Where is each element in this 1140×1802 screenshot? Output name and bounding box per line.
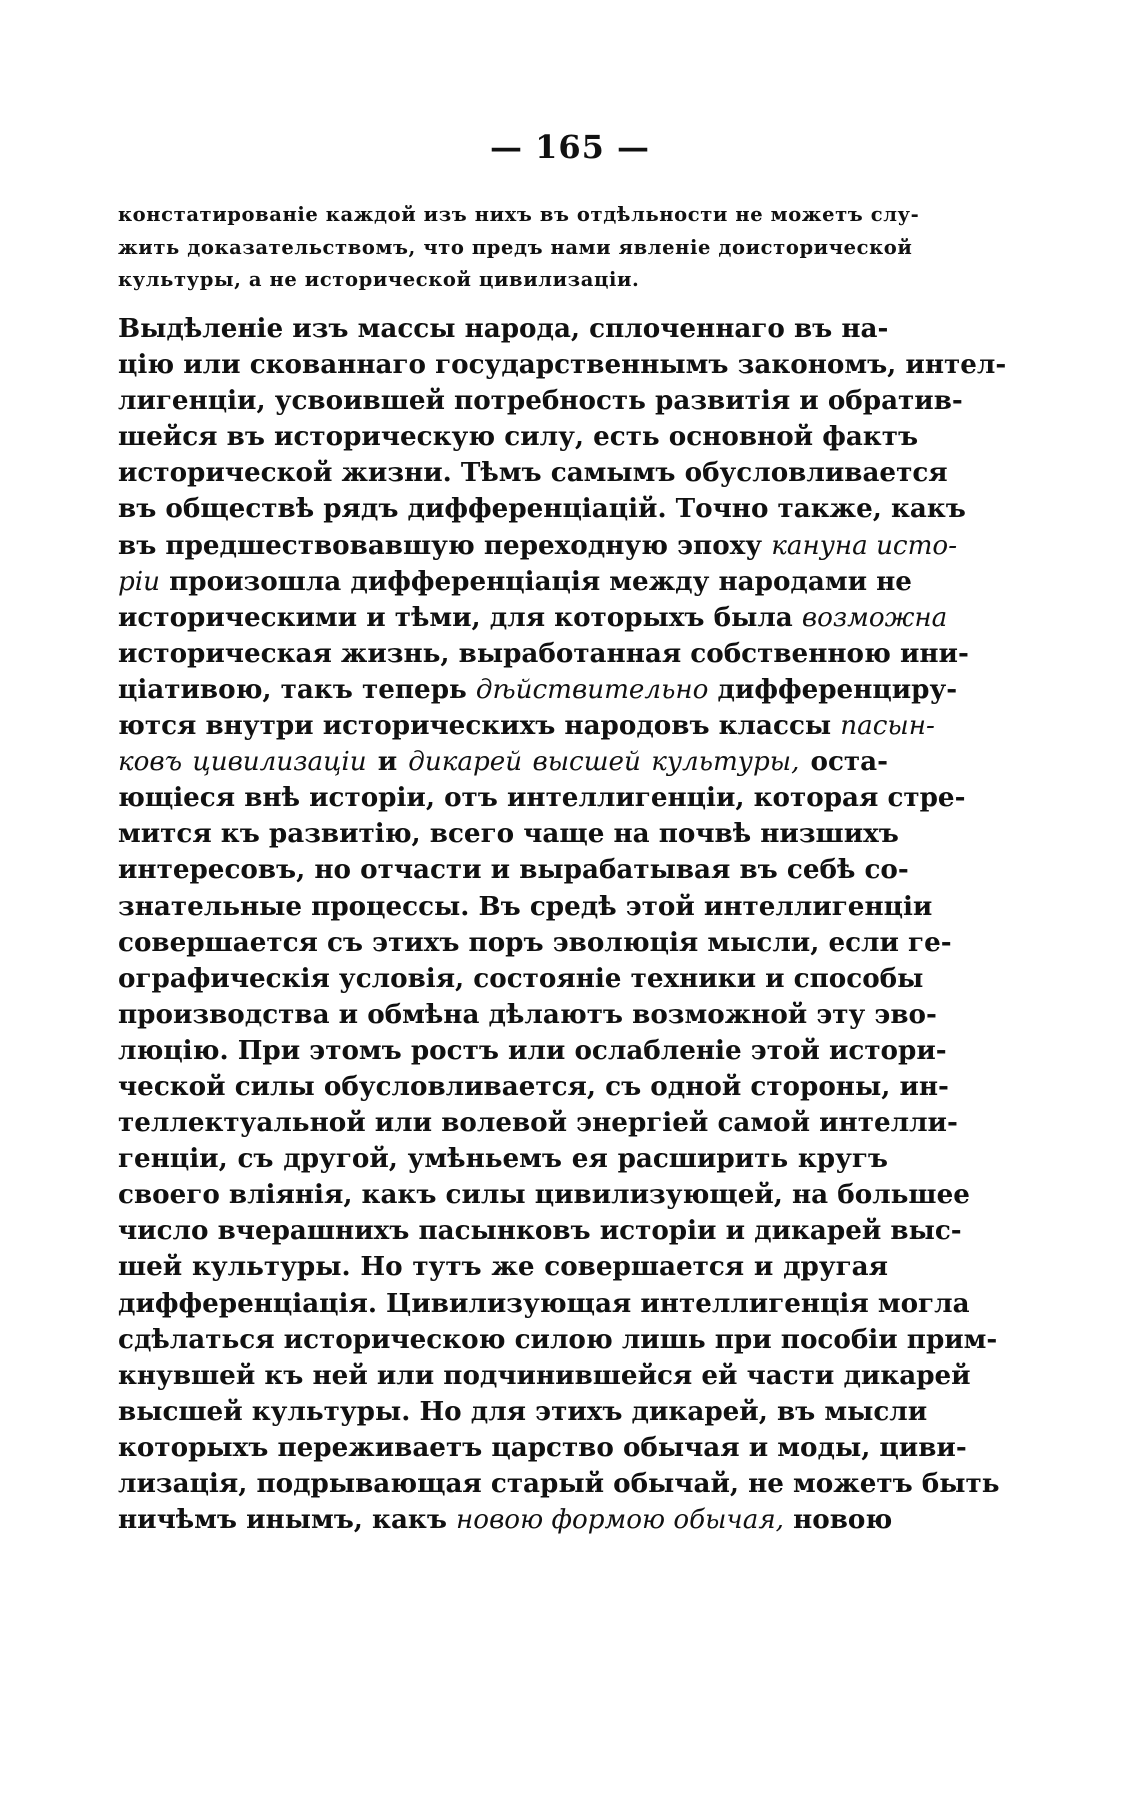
text-span: и [366,746,409,778]
text-line [118,708,935,744]
text-span: новою [783,1504,893,1536]
text-line [118,852,909,888]
text-line [118,600,948,636]
text-line [118,528,958,564]
text-line [118,1177,970,1213]
text-line [118,1069,949,1105]
text-line [118,1466,1000,1502]
footnote-line: констатированіе каждой изъ нихъ въ отдѣльности не можетъ слу- [118,203,920,226]
text-line [118,961,924,997]
text-line [118,1213,962,1249]
italic-span: дѣйствительно [475,674,709,705]
text-line [118,1322,998,1358]
text-line [118,1249,888,1285]
footnote-line: жить доказательствомъ, что предъ нами явленіе доисторической [118,235,913,259]
text-span: лигенціи, усвоившей потребность развитія и обратив- [118,385,963,417]
text-span: ничѣмъ инымъ, какъ [118,1504,457,1536]
text-line [118,889,933,925]
text-span: историческими и тѣми, для которыхъ была [118,601,802,633]
text-line [118,347,1007,383]
text-span: число вчерашнихъ пасынковъ исторіи и дикарей выс- [118,1215,962,1247]
text-line [118,1358,971,1394]
text-line [118,1286,970,1322]
italic-span: пасын- [840,711,935,742]
text-line [118,383,963,419]
footnote-line: культуры, а не исторической цивилизаціи. [118,268,640,291]
text-span: историческая жизнь, выработанная собственною ини- [118,637,969,669]
text-span: кнувшей къ ней или подчинившейся ей части дикарей [118,1359,971,1391]
text-span: въ обществѣ рядъ дифференціацій. Точно также, какъ [118,493,966,525]
text-span: которыхъ переживаетъ царство обычая и моды, циви- [118,1431,967,1463]
page-number: — 165 — [489,128,651,166]
text-line [118,311,888,347]
text-line [118,491,966,527]
italic-span: кануна исто- [771,530,958,561]
italic-span: ріи [118,566,161,597]
text-span: теллектуальной или волевой энергіей самой интелли- [118,1107,958,1139]
text-span: ціативою, такъ теперь [118,673,476,705]
text-span: шейся въ историческую силу, есть основной фактъ [118,421,919,453]
text-span: ются внутри историческихъ народовъ классы [118,710,841,742]
text-span: генціи, съ другой, умѣньемъ ея расширить кругъ [118,1143,888,1175]
text-line [118,564,912,600]
text-span: исторической жизни. Тѣмъ самымъ обусловливается [118,457,948,489]
text-span: ографическія условія, состояніе техники и способы [118,962,924,994]
text-span: высшей культуры. Но для этихъ дикарей, въ мысли [118,1395,928,1427]
text-span: сдѣлаться историческою силою лишь при пособіи прим- [118,1323,998,1355]
text-span: люцію. При этомъ ростъ или ослабленіе этой истори- [118,1034,947,1066]
text-line [118,1394,928,1430]
text-span: ческой силы обусловливается, съ одной стороны, ин- [118,1070,949,1102]
text-line [118,1502,893,1538]
text-line [118,780,966,816]
text-line [118,672,958,708]
main-text [118,311,1007,1538]
text-span: оста- [799,746,888,778]
footnote [118,199,920,297]
italic-span: возможна [801,602,948,633]
text-span: ющіеся внѣ исторіи, отъ интеллигенціи, которая стре- [118,782,966,814]
text-span: производства и обмѣна дѣлаютъ возможной эту эво- [118,998,937,1030]
text-line [118,1430,967,1466]
text-line [118,636,969,672]
text-line [118,744,888,780]
text-span: Выдѣленіе изъ массы народа, сплоченнаго въ на- [118,313,889,344]
italic-span: дикарей высшей культуры, [408,747,800,778]
text-span: цію или скованнаго государственнымъ закономъ, интел- [118,349,1007,381]
text-line [118,1105,958,1141]
text-span: мится къ развитію, всего чаще на почвѣ низшихъ [118,818,899,850]
text-span: шей культуры. Но тутъ же совершается и другая [118,1251,888,1283]
text-line [118,816,899,852]
text-span: интересовъ, но отчасти и вырабатывая въ себѣ со- [118,854,909,886]
italic-span: новою формою обычая, [456,1505,784,1536]
text-span: дифференциру- [708,673,958,705]
text-line [118,455,948,491]
text-span: въ предшествовавшую переходную эпоху [118,529,772,561]
italic-span: ковъ цивилизаціи [118,747,367,778]
text-line [118,419,919,455]
text-span: совершается съ этихъ поръ эволюція мысли, если ге- [118,926,952,958]
text-span: произошла дифференціація между народами не [160,565,912,597]
text-span: лизація, подрывающая старый обычай, не можетъ быть [118,1468,1000,1499]
text-line [118,1033,947,1069]
text-line [118,925,952,961]
text-line [118,997,937,1033]
text-span: знательные процессы. Въ средѣ этой интеллигенціи [118,890,933,922]
text-span: дифференціація. Цивилизующая интеллигенція могла [118,1287,970,1319]
text-span: своего вліянія, какъ силы цивилизующей, на большее [118,1179,970,1211]
text-line [118,1141,888,1177]
